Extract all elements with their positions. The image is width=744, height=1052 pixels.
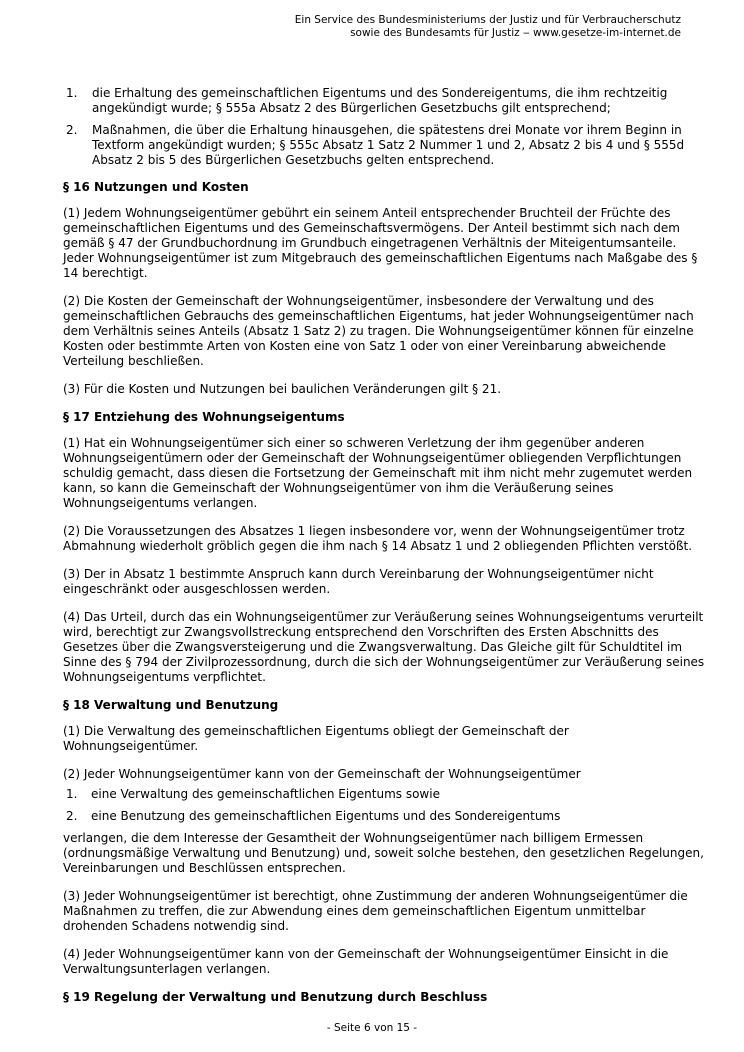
section-16-paragraph-1: (1) Jedem Wohnungseigentümer gebührt ein seinem Anteil entsprechender Bruchteil der Früchte des gemeinschaftlichen Eigentums und des Gemeinschaftsvermögens. Der Anteil bestimmt sich nach dem gemäß § 47 der Grundbuchordnung im Grundbuch eingetragenen Verhältnis der Miteigentumsanteile. Jeder Wohnungseigentümer ist zum Mitgebrauch des gemeinschaftlichen Eigentums nach Maßgabe des § 14 berechtigt. bbox=[63, 206, 698, 280]
list-item-number: 2. bbox=[66, 809, 78, 823]
list-item-text: Maßnahmen, die über die Erhaltung hinausgehen, die spätestens drei Monate vor ihrem Beginn in Textform angekündigt wurden; § 555c Absatz 1 Satz 2 Nummer 1 und 2, Absatz 2 bis 4 und § 555d Absatz 2 bis 5 des Bürgerlichen Gesetzbuchs gelten entsprechend. bbox=[92, 123, 685, 167]
section-16-paragraph-2: (2) Die Kosten der Gemeinschaft der Wohnungseigentümer, insbesondere der Verwaltung und des gemeinschaftlichen Gebrauchs des gemeinschaftlichen Eigentums, hat jeder Wohnungseigentümer nach dem Verhältnis seines Anteils (Absatz 1 Satz 2) zu tragen. Die Wohnungseigentümer können für einzelne Kosten oder bestimmte Arten von Kosten eine von Satz 1 oder von einer Vereinbarung abweichende Verteilung beschließen. bbox=[63, 294, 694, 368]
section-17-paragraph-2: (2) Die Voraussetzungen des Absatzes 1 liegen insbesondere vor, wenn der Wohnungseigentümer trotz Abmahnung wiederholt gröblich gegen die ihm nach § 14 Absatz 1 und 2 obliegenden Pflichten verstößt. bbox=[63, 524, 693, 553]
section-18-paragraph-4: (4) Jeder Wohnungseigentümer kann von der Gemeinschaft der Wohnungseigentümer Einsicht in die Verwaltungsunterlagen verlangen. bbox=[63, 947, 669, 976]
section-16-paragraph-3: (3) Für die Kosten und Nutzungen bei baulichen Veränderungen gilt § 21. bbox=[63, 382, 502, 396]
section-18-paragraph-3: (3) Jeder Wohnungseigentümer ist berechtigt, ohne Zustimmung der anderen Wohnungseigentümer die Maßnahmen zu treffen, die zur Abwendung eines dem gemeinschaftlichen Eigentum unmittelbar drohenden Schadens notwendig sind. bbox=[63, 889, 688, 933]
section-18-paragraph-2-intro: (2) Jeder Wohnungseigentümer kann von der Gemeinschaft der Wohnungseigentümer bbox=[63, 767, 581, 781]
section-16-heading: § 16 Nutzungen und Kosten bbox=[63, 180, 249, 194]
section-18-paragraph-1: (1) Die Verwaltung des gemeinschaftlichen Eigentums obliegt der Gemeinschaft der Wohnungseigentümer. bbox=[63, 724, 569, 753]
page-header bbox=[295, 14, 681, 40]
list-item-text: die Erhaltung des gemeinschaftlichen Eigentums und des Sondereigentums, die ihm rechtzeitig angekündigt wurde; § 555a Absatz 2 des Bürgerlichen Gesetzbuchs gilt entsprechend; bbox=[92, 86, 668, 115]
section-17-paragraph-1: (1) Hat ein Wohnungseigentümer sich einer so schweren Verletzung der ihm gegenüber anderen Wohnungseigentümern oder der Gemeinschaft der Wohnungseigentümer obliegenden Verpflichtungen schuldig gemacht, dass diesen die Fortsetzung der Gemeinschaft mit ihm nicht mehr zugemutet werden kann, so kann die Gemeinschaft der Wohnungseigentümer von ihm die Veräußerung seines Wohnungseigentums verlangen. bbox=[63, 436, 693, 510]
list-item bbox=[63, 809, 706, 824]
document-body bbox=[63, 86, 706, 1016]
section-17-heading: § 17 Entziehung des Wohnungseigentums bbox=[63, 410, 345, 424]
header-service-line: Ein Service des Bundesministeriums der Justiz und für Verbraucherschutz bbox=[294, 14, 681, 26]
list-item-text: eine Verwaltung des gemeinschaftlichen Eigentums sowie bbox=[91, 787, 440, 801]
page-number: - Seite 6 von 15 - bbox=[326, 1022, 418, 1034]
section-19-heading: § 19 Regelung der Verwaltung und Benutzung durch Beschluss bbox=[63, 990, 488, 1004]
list-item bbox=[63, 787, 706, 802]
intro-list bbox=[63, 86, 706, 168]
list-item bbox=[63, 123, 706, 168]
section-18-heading: § 18 Verwaltung und Benutzung bbox=[63, 698, 279, 712]
list-item-number: 1. bbox=[66, 86, 78, 100]
list-item-number: 1. bbox=[66, 787, 78, 801]
list-item bbox=[63, 86, 706, 116]
section-18-list bbox=[63, 787, 706, 824]
header-website-line: sowie des Bundesamts für Justiz ‒ www.gesetze-im-internet.de bbox=[350, 27, 681, 39]
list-item-number: 2. bbox=[66, 123, 78, 137]
section-17-paragraph-3: (3) Der in Absatz 1 bestimmte Anspruch kann durch Vereinbarung der Wohnungseigentümer nicht eingeschränkt oder ausgeschlossen werden. bbox=[63, 567, 654, 596]
section-17-paragraph-4: (4) Das Urteil, durch das ein Wohnungseigentümer zur Veräußerung seines Wohnungseigentums verurteilt wird, berechtigt zur Zwangsvollstreckung entsprechend den Vorschriften des Ersten Abschnitts des Gesetzes über die Zwangsversteigerung und die Zwangsverwaltung. Das Gleiche gilt für Schuldtitel im Sinne des § 794 der Zivilprozessordnung, durch die sich der Wohnungseigentümer zur Veräußerung seines Wohnungseigentums verpflichtet. bbox=[63, 610, 705, 684]
list-item-text: eine Benutzung des gemeinschaftlichen Eigentums und des Sondereigentums bbox=[91, 809, 561, 823]
section-18-paragraph-2-outro: verlangen, die dem Interesse der Gesamtheit der Wohnungseigentümer nach billigem Ermessen (ordnungsmäßige Verwaltung und Benutzung) und, soweit solche bestehen, den gesetzlichen Regelungen, Vereinbarungen und Beschlüssen entsprechen. bbox=[63, 831, 704, 875]
